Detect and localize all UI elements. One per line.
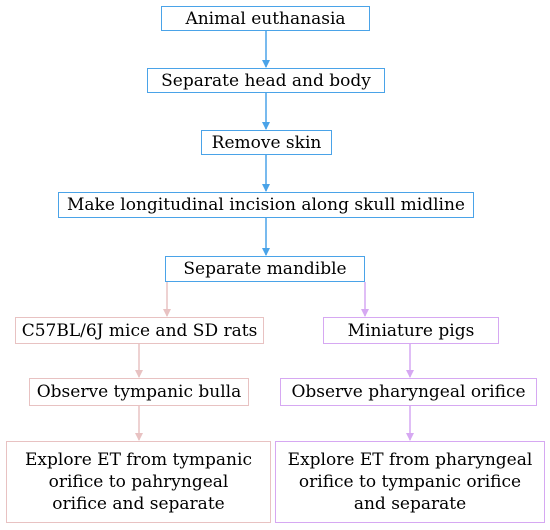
- node-label-line-2: orifice to tympanic orifice: [298, 472, 522, 492]
- node-label-line-3: and separate: [353, 494, 467, 514]
- node-observe-pharyngeal-orifice: [280, 378, 537, 406]
- node-remove-skin: [201, 130, 332, 155]
- node-label: Separate head and body: [161, 70, 371, 91]
- node-label-line-1: Explore ET from pharyngeal: [287, 450, 533, 470]
- node-label: Observe tympanic bulla: [36, 382, 242, 402]
- node-label-line-2: orifice to pahryngeal: [48, 472, 229, 492]
- node-label: Make longitudinal incision along skull midline: [67, 195, 465, 215]
- node-observe-tympanic-bulla: [29, 378, 249, 406]
- node-label: Observe pharyngeal orifice: [291, 382, 526, 402]
- node-label: C57BL/6J mice and SD rats: [21, 320, 258, 341]
- node-miniature-pigs: [323, 317, 499, 344]
- node-label: Animal euthanasia: [185, 8, 346, 29]
- node-label: Separate mandible: [183, 259, 347, 279]
- node-label: Miniature pigs: [347, 320, 475, 341]
- node-animal-euthanasia: [161, 6, 370, 31]
- node-explore-et-tympanic: [6, 441, 271, 523]
- node-mice-and-rats: [15, 317, 264, 344]
- node-separate-mandible: [165, 256, 365, 282]
- node-separate-head-and-body: [147, 68, 385, 93]
- node-longitudinal-incision: [58, 192, 474, 218]
- node-label-line-3: orifice and separate: [52, 494, 225, 514]
- node-label: Remove skin: [211, 132, 322, 153]
- node-explore-et-pharyngeal: [275, 441, 545, 523]
- node-label-line-1: Explore ET from tympanic: [25, 450, 252, 470]
